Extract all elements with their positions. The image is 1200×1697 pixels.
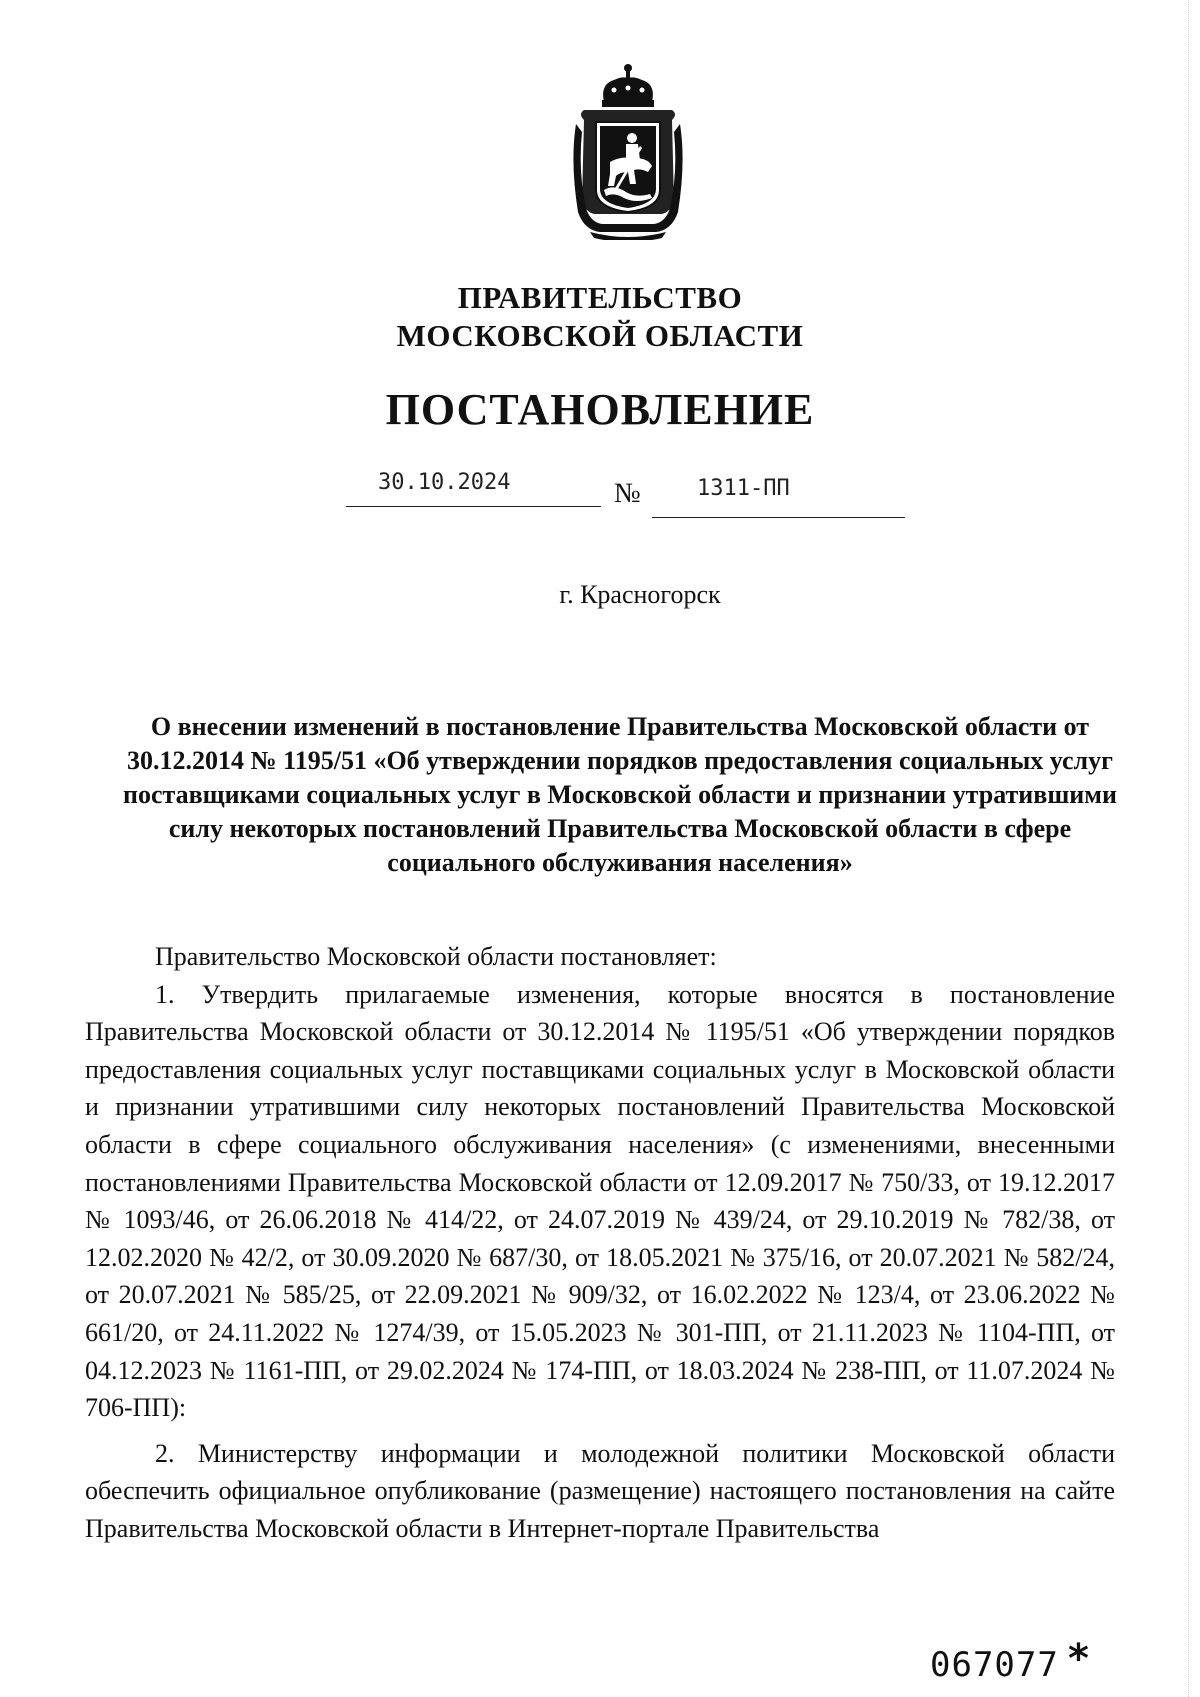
crown-icon xyxy=(602,64,654,107)
resolution-item-1: 1. Утвердить прилагаемые изменения, которые вносятся в постановление Правительства Московской области от 30.12.2014 № 1195/51 «Об утверждении порядков предоставления социальных услуг поставщиками социальных услуг в Московской области и признании утратившими силу некоторых постановлений Правительства Московской области в сфере социального обслуживания населения» (с изменениями, внесенными постановлениями Правительства Московской области от 12.09.2017 № 750/33, от 19.12.2017 № 1093/46, от 26.06.2018 № 414/22, от 24.07.2019 № 439/24, от 29.10.2019 № 782/38, от 12.02.2020 № 42/2, от 30.09.2020 № 687/30, от 18.05.2021 № 375/16, от 20.07.2021 № 582/24, от 20.07.2021 № 585/25, от 22.09.2021 № 909/32, от 16.02.2022 № 123/4, от 23.06.2022 № 661/20, от 24.11.2022 № 1274/39, от 15.05.2023 № 301-ПП, от 21.11.2023 № 1104-ПП, от 04.12.2023 № 1161-ПП, от 29.02.2024 № 174-ПП, от 18.03.2024 № 238-ПП, от 11.07.2024 № 706-ПП): xyxy=(85,979,1115,1423)
number-underline xyxy=(652,517,905,518)
document-subject: О внесении изменений в постановление Правительства Московской области от 30.12.2014 № 1195/51 «Об утверждении порядков предоставления социальных услуг поставщиками социальных услуг в Московской области и признании утратившими силу некоторых постановлений Правительства Московской области в сфере социального обслуживания населения» xyxy=(123,712,1117,877)
document-body xyxy=(85,938,1115,1548)
org-name-line1: ПРАВИТЕЛЬСТВО xyxy=(457,280,743,315)
number-sign: № xyxy=(614,478,641,509)
document-number: 1311-ПП xyxy=(697,476,790,501)
resolution-intro: Правительство Московской области постановляет: xyxy=(155,942,717,971)
document-type-title: ПОСТАНОВЛЕНИЕ xyxy=(385,385,815,434)
date-underline xyxy=(346,506,601,507)
resolution-item-2: 2. Министерству информации и молодежной политики Московской области обеспечить официальное опубликование (размещение) настоящего постановления на сайте Правительства Московской области в Интернет-портале Правительства xyxy=(85,1438,1115,1543)
serial-number: 067077 xyxy=(930,1645,1059,1685)
city-name: г. Красногорск xyxy=(559,580,721,609)
org-name-line2: МОСКОВСКОЙ ОБЛАСТИ xyxy=(396,318,804,353)
scan-edge xyxy=(1188,0,1189,1697)
document-date: 30.10.2024 xyxy=(378,470,511,495)
coat-of-arms-emblem xyxy=(570,62,686,240)
asterisk-mark: * xyxy=(1068,1636,1089,1682)
